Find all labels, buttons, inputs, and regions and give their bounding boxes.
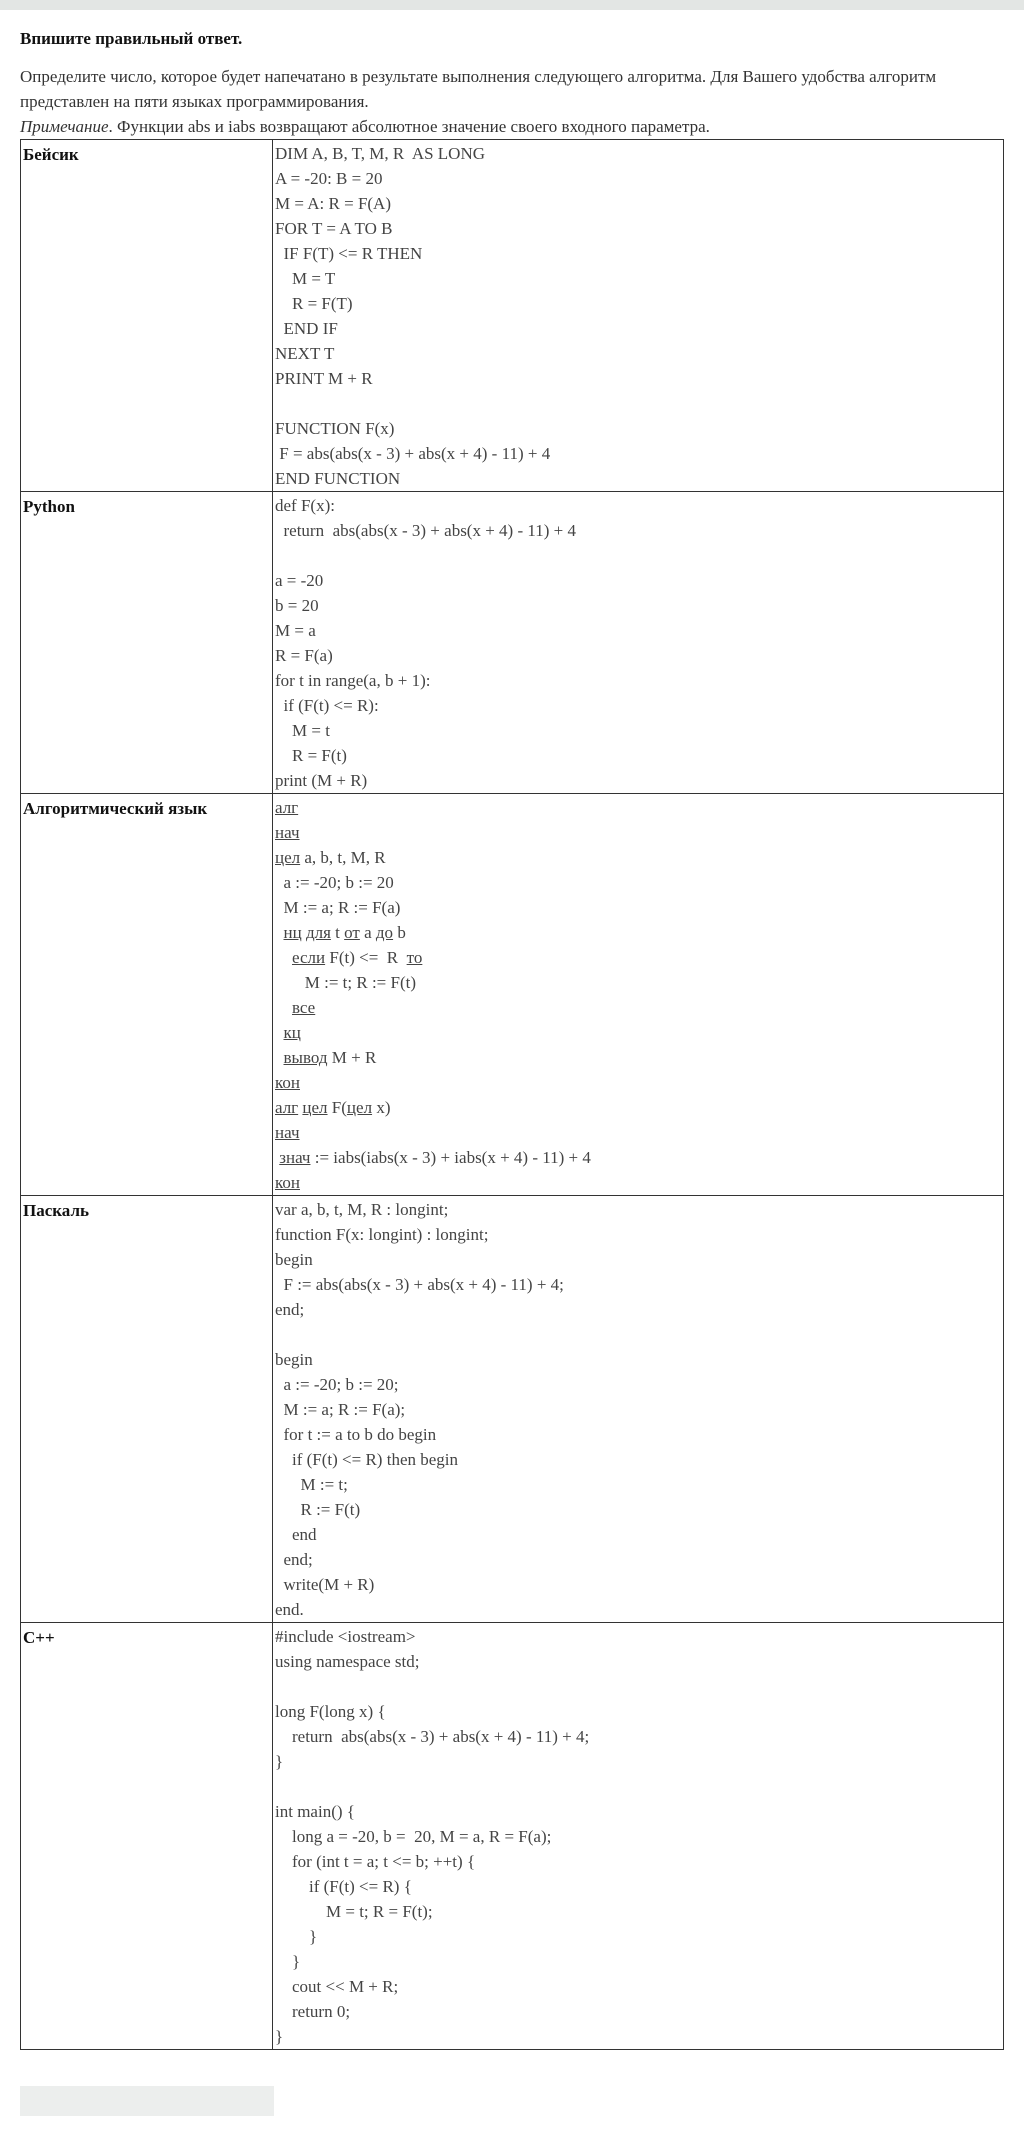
code-line: [275, 1145, 1001, 1170]
code-line: END FUNCTION: [275, 469, 401, 488]
code-keyword: кон: [275, 1073, 300, 1092]
language-name: C++: [21, 1623, 273, 2050]
code-keyword: то: [406, 948, 423, 967]
code-line: M = T: [275, 269, 336, 288]
code-line: print (M + R): [275, 771, 368, 790]
code-keyword: для: [305, 923, 331, 942]
code-line: FUNCTION F(x): [275, 419, 395, 438]
code-line: return abs(abs(x - 3) + abs(x + 4) - 11) + 4: [275, 521, 576, 540]
code-line: end;: [275, 1300, 305, 1319]
code-keyword: знач: [279, 1148, 311, 1167]
code-text: a: [359, 923, 376, 942]
note-text: . Функции abs и iabs возвращают абсолютное значение своего входного параметра.: [108, 117, 710, 136]
code-text: a := -20; b := 20: [275, 873, 394, 892]
code-line: a := -20; b := 20;: [275, 1375, 399, 1394]
code-line: [275, 845, 1001, 870]
source-code: [273, 492, 1004, 794]
code-keyword: алг: [275, 1098, 299, 1117]
code-line: [275, 820, 1001, 845]
code-keyword: цел: [275, 848, 301, 867]
code-line: cout << M + R;: [275, 1977, 399, 1996]
code-line: if (F(t) <= R) {: [275, 1877, 412, 1896]
code-text: [275, 1048, 284, 1067]
code-line: M = a: [275, 621, 316, 640]
code-line: [275, 1120, 1001, 1145]
code-line: [275, 1045, 1001, 1070]
code-text: [275, 948, 292, 967]
code-line: DIM A, B, T, M, R AS LONG: [275, 144, 486, 163]
code-text: := iabs(iabs(x - 3) + iabs(x + 4) - 11) + 4: [310, 1148, 591, 1167]
code-line: [275, 391, 1001, 416]
code-line: [275, 1170, 1001, 1195]
top-bar: [0, 0, 1024, 10]
code-text: F(t) <= R: [325, 948, 407, 967]
code-line: int main() {: [275, 1802, 355, 1821]
code-line: if (F(t) <= R) then begin: [275, 1450, 459, 1469]
source-code: [273, 140, 1004, 492]
language-name: Python: [21, 492, 273, 794]
code-line: var a, b, t, M, R : longint;: [275, 1200, 449, 1219]
language-name: Алгоритмический язык: [21, 794, 273, 1196]
code-line: PRINT M + R: [275, 369, 373, 388]
code-line: [275, 1020, 1001, 1045]
code-line: M = t; R = F(t);: [275, 1902, 433, 1921]
code-line: begin: [275, 1350, 313, 1369]
code-line: using namespace std;: [275, 1652, 420, 1671]
code-line: write(M + R): [275, 1575, 375, 1594]
code-line: for t in range(a, b + 1):: [275, 671, 431, 690]
code-keyword: алг: [275, 798, 299, 817]
code-text: b: [393, 923, 406, 942]
task-note: [20, 114, 1004, 139]
code-line: M = t: [275, 721, 330, 740]
code-line: [275, 1095, 1001, 1120]
code-line: M := a; R := F(a);: [275, 1400, 406, 1419]
code-line: end: [275, 1525, 317, 1544]
code-line: def F(x):: [275, 496, 335, 515]
code-line: R = F(T): [275, 294, 353, 313]
source-code: [273, 1196, 1004, 1623]
code-line: R := F(t): [275, 1500, 361, 1519]
code-line: [275, 543, 1001, 568]
code-text: a, b, t, M, R: [300, 848, 386, 867]
language-row: [21, 1196, 1004, 1623]
code-text: M := a; R := F(a): [275, 898, 401, 917]
code-line: A = -20: B = 20: [275, 169, 383, 188]
code-keyword: все: [292, 998, 316, 1017]
code-keyword: если: [292, 948, 326, 967]
code-line: R = F(t): [275, 746, 347, 765]
code-line: }: [275, 2027, 284, 2046]
note-label: Примечание: [20, 117, 109, 136]
code-line: end.: [275, 1600, 304, 1619]
code-text: M + R: [327, 1048, 377, 1067]
code-keyword: кц: [283, 1023, 301, 1042]
code-line: F := abs(abs(x - 3) + abs(x + 4) - 11) + 4;: [275, 1275, 564, 1294]
code-line: F = abs(abs(x - 3) + abs(x + 4) - 11) + 4: [275, 444, 551, 463]
code-keyword: кон: [275, 1173, 300, 1192]
code-keyword: цел: [346, 1098, 373, 1117]
task-content: [20, 22, 1004, 2050]
code-line: b = 20: [275, 596, 319, 615]
code-text: F(: [327, 1098, 347, 1117]
code-line: NEXT T: [275, 344, 335, 363]
code-line: [275, 795, 1001, 820]
source-code: [273, 794, 1004, 1196]
language-row: [21, 140, 1004, 492]
code-line: IF F(T) <= R THEN: [275, 244, 423, 263]
code-keyword: нц: [283, 923, 302, 942]
code-table: [20, 139, 1004, 2050]
language-name: Паскаль: [21, 1196, 273, 1623]
code-line: long a = -20, b = 20, M = a, R = F(a);: [275, 1827, 552, 1846]
code-text: [275, 998, 292, 1017]
code-line: [275, 945, 1001, 970]
task-intro: Определите число, которое будет напечатано в результате выполнения следующего алгоритма. Для Вашего удобства алгоритм представлен на пяти языках программирования.: [20, 67, 937, 111]
code-line: #include <iostream>: [275, 1627, 416, 1646]
language-row: [21, 794, 1004, 1196]
language-name: Бейсик: [21, 140, 273, 492]
code-line: return 0;: [275, 2002, 351, 2021]
task-heading: Впишите правильный ответ.: [20, 29, 243, 48]
code-line: [275, 1774, 1001, 1799]
code-text: [275, 923, 284, 942]
code-line: [275, 920, 1001, 945]
code-keyword: нач: [275, 823, 300, 842]
code-text: x): [372, 1098, 391, 1117]
code-line: for t := a to b do begin: [275, 1425, 437, 1444]
code-text: [275, 1023, 284, 1042]
code-line: R = F(a): [275, 646, 333, 665]
answer-placeholder: [20, 2086, 274, 2116]
code-line: M := t;: [275, 1475, 348, 1494]
code-line: for (int t = a; t <= b; ++t) {: [275, 1852, 476, 1871]
code-line: [275, 1322, 1001, 1347]
language-row: [21, 492, 1004, 794]
code-line: [275, 970, 1001, 995]
code-text: t: [330, 923, 345, 942]
code-line: begin: [275, 1250, 313, 1269]
code-line: a = -20: [275, 571, 324, 590]
source-code: [273, 1623, 1004, 2050]
code-line: [275, 995, 1001, 1020]
code-line: }: [275, 1752, 284, 1771]
code-text: M := t; R := F(t): [275, 973, 417, 992]
code-line: [275, 895, 1001, 920]
code-line: [275, 870, 1001, 895]
code-line: if (F(t) <= R):: [275, 696, 379, 715]
code-keyword: от: [344, 923, 360, 942]
code-line: long F(long x) {: [275, 1702, 386, 1721]
code-line: return abs(abs(x - 3) + abs(x + 4) - 11) + 4;: [275, 1727, 590, 1746]
code-keyword: нач: [275, 1123, 300, 1142]
code-line: function F(x: longint) : longint;: [275, 1225, 489, 1244]
code-line: M = A: R = F(A): [275, 194, 391, 213]
code-line: FOR T = A TO B: [275, 219, 393, 238]
code-line: [275, 1674, 1001, 1699]
code-line: end;: [275, 1550, 313, 1569]
code-line: [275, 1070, 1001, 1095]
code-line: }: [275, 1927, 318, 1946]
code-keyword: до: [375, 923, 394, 942]
code-line: END IF: [275, 319, 338, 338]
code-keyword: вывод: [283, 1048, 328, 1067]
code-line: }: [275, 1952, 301, 1971]
code-keyword: цел: [302, 1098, 328, 1117]
language-row: [21, 1623, 1004, 2050]
